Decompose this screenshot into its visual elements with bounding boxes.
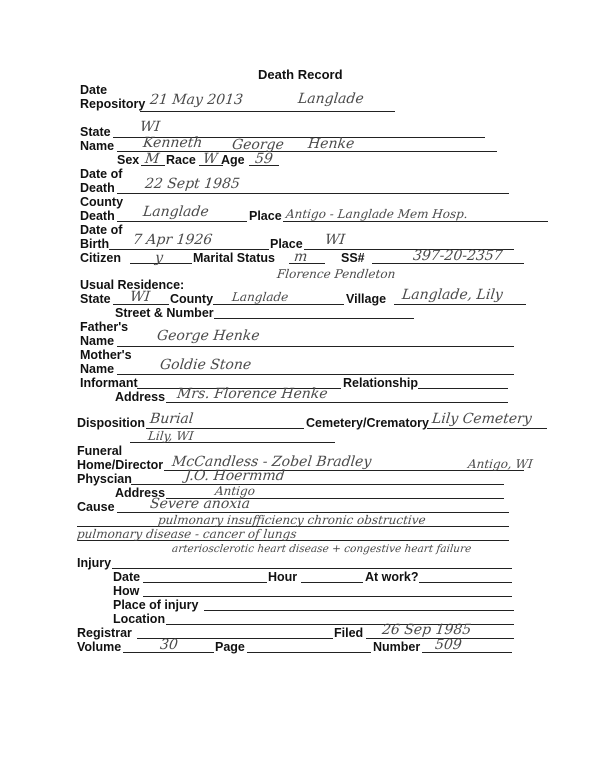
ss-value: 397-20-2357: [412, 248, 504, 264]
disposition-place-value: Lily, WI: [147, 429, 195, 443]
cause-3-value: pulmonary disease - cancer of lungs: [76, 527, 298, 541]
mother-name-line: [117, 374, 514, 375]
mother-value: Goldie Stone: [159, 357, 253, 373]
cemetery-value: Lily Cemetery: [431, 411, 533, 427]
state-label: State: [80, 125, 111, 139]
street-number-line: [214, 318, 414, 319]
repository-line: [140, 111, 395, 112]
date-label: Date: [80, 83, 108, 97]
marital-status-label: Marital Status: [193, 251, 275, 265]
disposition-value: Burial: [149, 411, 195, 427]
marital-status-value: m: [293, 249, 309, 265]
cause-1-value: Severe anoxia: [149, 496, 251, 512]
how-label: How: [113, 584, 140, 598]
repository-date-value: 21 May 2013: [149, 92, 244, 108]
at-work-label: At work?: [365, 570, 419, 584]
res-state-value: WI: [129, 289, 151, 305]
sex-label: Sex: [117, 153, 140, 167]
physcian-label: Physcian: [77, 472, 132, 486]
name-label: Name: [80, 139, 115, 153]
place-birth-value: WI: [324, 232, 346, 248]
home-director-label: Home/Director: [77, 458, 164, 472]
county-death-label: Death: [80, 209, 115, 223]
village-label: Village: [346, 292, 387, 306]
informant-address-label: Address: [115, 390, 166, 404]
disposition-label: Disposition: [77, 416, 146, 430]
date-of-birth-line: [109, 249, 269, 250]
citizen-value: y: [154, 250, 164, 266]
volume-value: 30: [159, 637, 179, 653]
middle-name-value: George: [231, 137, 285, 153]
injury-label: Injury: [77, 556, 112, 570]
location-label: Location: [113, 612, 166, 626]
birth-label: Birth: [80, 237, 110, 251]
father-value: George Henke: [156, 328, 261, 344]
res-county-label: County: [170, 292, 214, 306]
informant-value: Mrs. Florence Henke: [176, 386, 329, 402]
physcian-value: J.O. Hoermmd: [184, 468, 286, 484]
injury-date-label: Date: [113, 570, 141, 584]
state-value: WI: [139, 119, 161, 135]
citizen-label: Citizen: [80, 251, 121, 265]
place-of-injury-line: [204, 610, 514, 611]
county-death-line: [117, 221, 247, 222]
physcian-address-value: Antigo: [214, 484, 256, 498]
cemetery-line: [427, 428, 547, 429]
age-value: 59: [254, 151, 274, 167]
usual-residence-label: Usual Residence:: [80, 278, 185, 292]
age-label: Age: [221, 153, 245, 167]
number-value: 509: [434, 637, 463, 653]
father-name-line: [117, 346, 514, 347]
filed-value: 26 Sep 1985: [381, 622, 473, 638]
mother-name-label: Name: [80, 362, 115, 376]
race-label: Race: [166, 153, 196, 167]
injury-line: [112, 568, 512, 569]
volume-label: Volume: [77, 640, 122, 654]
first-name-value: Kenneth: [142, 135, 204, 151]
place-death-value: Antigo - Langlade Mem Hosp.: [285, 207, 469, 221]
res-county-value: Langlade: [231, 290, 290, 304]
funeral-label: Funeral: [77, 444, 123, 458]
physcian-line: [131, 484, 504, 485]
mothers-label: Mother's: [80, 348, 132, 362]
res-village-value: Langlade, Lily: [401, 287, 504, 303]
relationship-line: [418, 388, 508, 389]
number-label: Number: [373, 640, 421, 654]
cemetery-label: Cemetery/Crematory: [306, 416, 429, 430]
at-work-line: [419, 582, 512, 583]
place-birth-label: Place: [270, 237, 303, 251]
spouse-value: Florence Pendleton: [276, 267, 397, 281]
date-of-death-value: 22 Sept 1985: [144, 176, 241, 192]
date-of-birth-label: Date of: [80, 223, 123, 237]
cause-4-value: arteriosclerotic heart disease + congestive heart failure: [171, 543, 472, 555]
cause-2-value: pulmonary insufficiency chronic obstructive: [157, 513, 427, 527]
page-title: Death Record: [258, 67, 343, 82]
cause-label: Cause: [77, 500, 115, 514]
informant-label: Informant: [80, 376, 138, 390]
relationship-label: Relationship: [343, 376, 419, 390]
father-name-label: Name: [80, 334, 115, 348]
page-label: Page: [215, 640, 245, 654]
repository-value: Langlade: [297, 91, 365, 107]
registrar-label: Registrar: [77, 626, 132, 640]
sex-value: M: [144, 151, 161, 167]
physcian-address-label: Address: [115, 486, 166, 500]
funeral-city-value: Antigo, WI: [467, 457, 534, 471]
fathers-label: Father's: [80, 320, 129, 334]
funeral-home-value: McCandless - Zobel Bradley: [171, 454, 373, 470]
res-state-label: State: [80, 292, 111, 306]
date-of-birth-value: 7 Apr 1926: [132, 232, 214, 248]
filed-label: Filed: [334, 626, 364, 640]
county-death-value: Langlade: [142, 204, 210, 220]
place-of-injury-label: Place of injury: [113, 598, 199, 612]
street-number-label: Street & Number: [115, 306, 214, 320]
hour-label: Hour: [268, 570, 298, 584]
injury-date-line: [143, 582, 267, 583]
county-label: County: [80, 195, 124, 209]
ss-label: SS#: [341, 251, 365, 265]
how-line: [143, 596, 512, 597]
place-death-label: Place: [249, 209, 282, 223]
date-of-death-line: [117, 193, 509, 194]
page-line: [247, 652, 371, 653]
date-of-death-label: Date of: [80, 167, 123, 181]
informant-address-line: [166, 402, 508, 403]
repository-label: Repository: [80, 97, 146, 111]
death-label: Death: [80, 181, 115, 195]
race-value: W: [202, 151, 219, 167]
village-line: [394, 304, 526, 305]
hour-line: [301, 582, 363, 583]
last-name-value: Henke: [307, 136, 356, 152]
